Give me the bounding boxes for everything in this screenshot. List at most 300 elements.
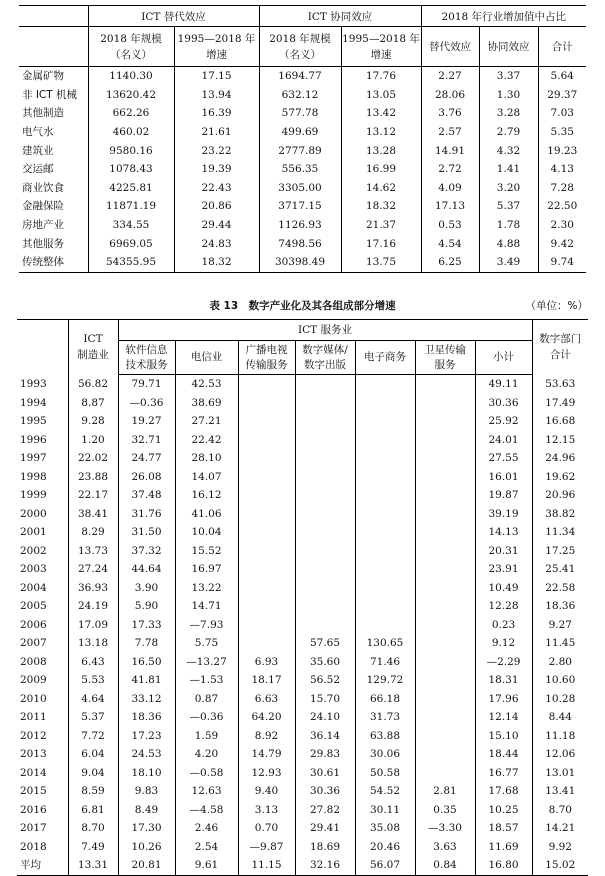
table-cell	[355, 486, 415, 505]
column-header: 小计	[475, 341, 532, 375]
row-label: 1996	[17, 431, 68, 450]
table-cell	[295, 616, 355, 635]
table-cell: 11.15	[238, 856, 295, 875]
table-row	[17, 616, 588, 635]
table-cell: 2.57	[421, 123, 479, 142]
table-cell: 556.35	[259, 160, 341, 179]
table-cell: 6969.05	[88, 234, 174, 253]
table-row	[19, 197, 586, 216]
table-cell: 0.53	[421, 216, 479, 235]
table-cell: 16.50	[118, 653, 175, 672]
table-cell: 10.04	[175, 523, 238, 542]
table-row	[17, 634, 588, 653]
column-header: 2018 年规模 （名义）	[259, 27, 341, 67]
table-cell: 12.63	[175, 782, 238, 801]
table-cell	[415, 468, 475, 487]
table-row	[19, 253, 586, 272]
group-header-ict-services: ICT 服务业	[118, 320, 532, 341]
table-cell: 31.76	[118, 505, 175, 524]
table-cell	[415, 431, 475, 450]
table-row	[19, 86, 586, 105]
row-label: 2017	[17, 819, 68, 838]
table-cell	[238, 523, 295, 542]
table-cell: 42.53	[175, 375, 238, 394]
row-label: 1999	[17, 486, 68, 505]
table-cell: 13620.42	[88, 86, 174, 105]
table-cell: 13.73	[68, 542, 118, 561]
table-cell: 2.27	[421, 67, 479, 86]
table-cell: 6.63	[238, 690, 295, 709]
row-label: 2006	[17, 616, 68, 635]
table-cell: 14.79	[238, 745, 295, 764]
table-cell: 6.25	[421, 253, 479, 272]
table-cell	[355, 542, 415, 561]
table-cell: 54355.95	[88, 253, 174, 272]
table-cell: 4.20	[175, 745, 238, 764]
row-label: 2002	[17, 542, 68, 561]
table-cell: 13.22	[175, 579, 238, 598]
column-header: 数字媒体/ 数字出版	[295, 341, 355, 375]
table-cell: 0.35	[415, 801, 475, 820]
row-label: 2005	[17, 597, 68, 616]
table-cell: —3.30	[415, 819, 475, 838]
table-cell: 35.08	[355, 819, 415, 838]
table-cell: 8.70	[68, 819, 118, 838]
ict-substitution-table	[19, 5, 586, 273]
table-cell: 4.64	[68, 690, 118, 709]
table-cell: 13.31	[68, 856, 118, 875]
table-cell: 10.49	[475, 579, 532, 598]
table-cell: 29.41	[295, 819, 355, 838]
table-cell: 7.49	[68, 838, 118, 857]
table-cell: 5.90	[118, 597, 175, 616]
table-cell: 30.11	[355, 801, 415, 820]
table-cell	[355, 431, 415, 450]
table-cell: 6.43	[68, 653, 118, 672]
column-header: 卫星传输 服务	[415, 341, 475, 375]
table-cell: 4.09	[421, 179, 479, 198]
row-label: 2010	[17, 690, 68, 709]
table-row	[19, 141, 586, 160]
table-cell: 6.93	[238, 653, 295, 672]
table-cell	[238, 375, 295, 394]
table-cell	[415, 394, 475, 413]
table-row	[19, 123, 586, 142]
table-cell: 29.37	[538, 86, 586, 105]
table-cell: 16.80	[475, 856, 532, 875]
table-cell: 4.54	[421, 234, 479, 253]
table-cell	[415, 486, 475, 505]
table-cell: 18.32	[174, 253, 259, 272]
header-digital-sector-total: 数字部门 合计	[532, 320, 588, 375]
table-cell: 71.46	[355, 653, 415, 672]
table-cell: 36.14	[295, 727, 355, 746]
table-cell: 9580.16	[88, 141, 174, 160]
table-row	[17, 653, 588, 672]
table-row	[19, 67, 586, 86]
table-cell: 9.42	[538, 234, 586, 253]
table-cell	[295, 412, 355, 431]
table-cell: 38.82	[532, 505, 588, 524]
table-cell: 0.70	[238, 819, 295, 838]
column-header: 1995—2018 年 增速	[341, 27, 421, 67]
table-cell	[295, 375, 355, 394]
table-cell: 27.82	[295, 801, 355, 820]
table-cell: 21.37	[341, 216, 421, 235]
table-cell	[355, 505, 415, 524]
row-label: 2001	[17, 523, 68, 542]
table-cell: 8.87	[68, 394, 118, 413]
table-cell: 18.32	[341, 197, 421, 216]
table-cell: 17.33	[118, 616, 175, 635]
table-cell	[355, 579, 415, 598]
table-cell: 17.25	[532, 542, 588, 561]
table-cell: —0.58	[175, 764, 238, 783]
table-cell: 16.12	[175, 486, 238, 505]
table-cell: 27.55	[475, 449, 532, 468]
row-label: 平均	[17, 856, 68, 875]
table-cell	[295, 449, 355, 468]
table-row	[17, 856, 588, 875]
row-label: 金属矿物	[19, 67, 88, 86]
table-row	[17, 838, 588, 857]
row-label: 2018	[17, 838, 68, 857]
table-row	[17, 782, 588, 801]
table-cell: 7.78	[118, 634, 175, 653]
table-cell: 11.34	[532, 523, 588, 542]
column-header: 2018 年规模 （名义）	[88, 27, 174, 67]
column-header: 合计	[538, 27, 586, 67]
table-cell	[415, 634, 475, 653]
table-row	[17, 819, 588, 838]
table-cell	[238, 542, 295, 561]
table-cell: 29.44	[174, 216, 259, 235]
table-cell: 8.92	[238, 727, 295, 746]
table-cell: 35.60	[295, 653, 355, 672]
table-cell: 23.91	[475, 560, 532, 579]
column-header: 软件信息 技术服务	[118, 341, 175, 375]
table-cell: 130.65	[355, 634, 415, 653]
table-cell: 31.50	[118, 523, 175, 542]
table-cell: 0.84	[415, 856, 475, 875]
table-cell: 5.37	[479, 197, 538, 216]
table-cell: 32.16	[295, 856, 355, 875]
table-cell: 3.37	[479, 67, 538, 86]
table-cell: 5.35	[538, 123, 586, 142]
table-cell: 1140.30	[88, 67, 174, 86]
table-cell: 17.09	[68, 616, 118, 635]
table-cell: 18.17	[238, 671, 295, 690]
table-cell: 16.01	[475, 468, 532, 487]
table-cell	[238, 431, 295, 450]
table-cell: 19.62	[532, 468, 588, 487]
table-cell: 1.59	[175, 727, 238, 746]
table-cell	[415, 412, 475, 431]
table-cell: 30.36	[475, 394, 532, 413]
table-cell	[295, 394, 355, 413]
table-row	[19, 160, 586, 179]
table-cell: 3717.15	[259, 197, 341, 216]
table-cell: 13.18	[68, 634, 118, 653]
table-cell: 2.54	[175, 838, 238, 857]
table-cell: 11.69	[475, 838, 532, 857]
table-cell: 12.28	[475, 597, 532, 616]
group-header-substitution: ICT 替代效应	[88, 6, 259, 27]
table-cell	[415, 671, 475, 690]
table-title: 表 13 数字产业化及其各组成部分增速	[209, 300, 396, 312]
table-row	[17, 560, 588, 579]
table-cell	[355, 412, 415, 431]
table-cell: 3.63	[415, 838, 475, 857]
table-cell: 24.10	[295, 708, 355, 727]
table-row	[19, 216, 586, 235]
table-cell: 9.83	[118, 782, 175, 801]
table-cell: 16.68	[532, 412, 588, 431]
row-label: 2000	[17, 505, 68, 524]
table-row	[17, 486, 588, 505]
table-row	[17, 542, 588, 561]
table-cell: 499.69	[259, 123, 341, 142]
row-label: 2011	[17, 708, 68, 727]
row-label: 房地产业	[19, 216, 88, 235]
table-cell: 17.49	[532, 394, 588, 413]
table-cell: 13.05	[341, 86, 421, 105]
table-cell: 1126.93	[259, 216, 341, 235]
table-cell: 17.15	[174, 67, 259, 86]
table-cell: 3.13	[238, 801, 295, 820]
table-row	[17, 690, 588, 709]
table-cell: 21.61	[174, 123, 259, 142]
table-cell: 41.81	[118, 671, 175, 690]
table-cell	[295, 523, 355, 542]
table-caption	[0, 298, 605, 316]
table-cell	[238, 634, 295, 653]
table-cell: 18.36	[532, 597, 588, 616]
table-cell	[355, 523, 415, 542]
row-label: 2004	[17, 579, 68, 598]
table-cell	[238, 486, 295, 505]
table-cell: 64.20	[238, 708, 295, 727]
table-cell	[355, 394, 415, 413]
table-cell: 24.83	[174, 234, 259, 253]
table-cell	[238, 597, 295, 616]
table-cell: 15.10	[475, 727, 532, 746]
table-row	[17, 523, 588, 542]
table-cell: 13.12	[341, 123, 421, 142]
table-cell	[355, 375, 415, 394]
table-cell: 10.28	[532, 690, 588, 709]
table-cell: 26.08	[118, 468, 175, 487]
table-row	[19, 234, 586, 253]
table-cell: 39.19	[475, 505, 532, 524]
table-cell: 2.46	[175, 819, 238, 838]
table-cell: —9.87	[238, 838, 295, 857]
table-cell	[238, 579, 295, 598]
row-label: 1997	[17, 449, 68, 468]
table-row	[17, 708, 588, 727]
table-row	[17, 449, 588, 468]
table-cell: 18.10	[118, 764, 175, 783]
table-cell: 17.68	[475, 782, 532, 801]
table-cell: 17.76	[341, 67, 421, 86]
column-header: 广播电视 传输服务	[238, 341, 295, 375]
row-label: 2008	[17, 653, 68, 672]
row-label: 金融保险	[19, 197, 88, 216]
table-cell: —1.53	[175, 671, 238, 690]
table-row	[19, 179, 586, 198]
table-cell: 4.13	[538, 160, 586, 179]
table-cell: 7498.56	[259, 234, 341, 253]
table-cell: 14.21	[532, 819, 588, 838]
table-cell: 28.10	[175, 449, 238, 468]
table-cell: 24.53	[118, 745, 175, 764]
row-label: 2007	[17, 634, 68, 653]
table-cell	[355, 597, 415, 616]
table-cell: 13.75	[341, 253, 421, 272]
table-cell: 17.96	[475, 690, 532, 709]
table-cell: 8.49	[118, 801, 175, 820]
table-cell: 9.12	[475, 634, 532, 653]
table-row	[17, 764, 588, 783]
table-cell: 56.52	[295, 671, 355, 690]
row-label: 2015	[17, 782, 68, 801]
table-cell: 4225.81	[88, 179, 174, 198]
table-cell: 9.61	[175, 856, 238, 875]
table-cell: 3.90	[118, 579, 175, 598]
table-cell: 29.83	[295, 745, 355, 764]
table-cell: 9.28	[68, 412, 118, 431]
table-cell: 15.02	[532, 856, 588, 875]
table-cell: 16.97	[175, 560, 238, 579]
table-cell: 14.71	[175, 597, 238, 616]
table-cell: 22.42	[175, 431, 238, 450]
table-cell	[415, 616, 475, 635]
row-label: 交运邮	[19, 160, 88, 179]
table-cell: 10.26	[118, 838, 175, 857]
table-cell	[295, 542, 355, 561]
table-cell: 5.75	[175, 634, 238, 653]
table-cell: 16.39	[174, 104, 259, 123]
column-header: 替代效应	[421, 27, 479, 67]
table-cell	[415, 764, 475, 783]
table-cell: 32.71	[118, 431, 175, 450]
column-header: 协同效应	[479, 27, 538, 67]
table-cell: 25.92	[475, 412, 532, 431]
table-cell: 22.58	[532, 579, 588, 598]
table-cell	[295, 505, 355, 524]
table-cell: 28.06	[421, 86, 479, 105]
table-cell: 17.13	[421, 197, 479, 216]
table-cell	[415, 505, 475, 524]
table-cell: 5.53	[68, 671, 118, 690]
table-cell: 22.43	[174, 179, 259, 198]
table-cell: 2777.89	[259, 141, 341, 160]
table-cell: 37.32	[118, 542, 175, 561]
table-cell: 13.42	[341, 104, 421, 123]
row-label: 建筑业	[19, 141, 88, 160]
table-cell: 16.99	[341, 160, 421, 179]
table-cell: 2.80	[532, 653, 588, 672]
table-cell	[238, 560, 295, 579]
table-cell: 38.69	[175, 394, 238, 413]
table-cell: 15.52	[175, 542, 238, 561]
table-cell	[355, 560, 415, 579]
table-cell: 19.23	[538, 141, 586, 160]
table-cell: 129.72	[355, 671, 415, 690]
table-cell: 13.41	[532, 782, 588, 801]
table-cell: 12.15	[532, 431, 588, 450]
table-cell: 27.24	[68, 560, 118, 579]
table-cell: 0.87	[175, 690, 238, 709]
table-cell: 44.64	[118, 560, 175, 579]
table-cell	[238, 616, 295, 635]
table-cell: 1.78	[479, 216, 538, 235]
row-label: 2012	[17, 727, 68, 746]
table-cell: 18.31	[475, 671, 532, 690]
table-cell: 16.77	[475, 764, 532, 783]
table-row	[17, 671, 588, 690]
table-cell: 9.92	[532, 838, 588, 857]
table-row	[19, 104, 586, 123]
table-cell: —0.36	[118, 394, 175, 413]
table-cell: 14.13	[475, 523, 532, 542]
table-cell	[415, 449, 475, 468]
table-cell	[415, 542, 475, 561]
table-cell: 19.87	[475, 486, 532, 505]
table-cell	[415, 690, 475, 709]
table-cell: 41.06	[175, 505, 238, 524]
table-cell: 9.40	[238, 782, 295, 801]
table-cell: 3.20	[479, 179, 538, 198]
group-header-synergy: ICT 协同效应	[259, 6, 421, 27]
row-label: 传统整体	[19, 253, 88, 272]
table-cell: 22.17	[68, 486, 118, 505]
table-cell: 1.20	[68, 431, 118, 450]
table-cell: —13.27	[175, 653, 238, 672]
table-cell: 18.36	[118, 708, 175, 727]
table-cell: 7.72	[68, 727, 118, 746]
table-cell	[295, 468, 355, 487]
row-label: 2014	[17, 764, 68, 783]
table-cell: 3.49	[479, 253, 538, 272]
row-label: 1995	[17, 412, 68, 431]
table-cell: 30.06	[355, 745, 415, 764]
table-cell	[238, 449, 295, 468]
table-cell: 23.22	[174, 141, 259, 160]
table-cell: 63.88	[355, 727, 415, 746]
table-cell: 2.30	[538, 216, 586, 235]
table-cell: 79.71	[118, 375, 175, 394]
corner-cell	[19, 27, 88, 67]
table-cell: 4.32	[479, 141, 538, 160]
table-cell: 1078.43	[88, 160, 174, 179]
table-cell: 20.96	[532, 486, 588, 505]
table-cell: —0.36	[175, 708, 238, 727]
table-cell: 11.18	[532, 727, 588, 746]
table-cell	[415, 597, 475, 616]
table-cell: 50.58	[355, 764, 415, 783]
row-label: 电气水	[19, 123, 88, 142]
row-label: 1998	[17, 468, 68, 487]
table-cell: 11.45	[532, 634, 588, 653]
table-cell: 12.14	[475, 708, 532, 727]
table-cell	[355, 468, 415, 487]
table-cell: 9.27	[532, 616, 588, 635]
table-cell: 36.93	[68, 579, 118, 598]
table-cell: 11871.19	[88, 197, 174, 216]
table-cell: 37.48	[118, 486, 175, 505]
table-cell: 18.69	[295, 838, 355, 857]
